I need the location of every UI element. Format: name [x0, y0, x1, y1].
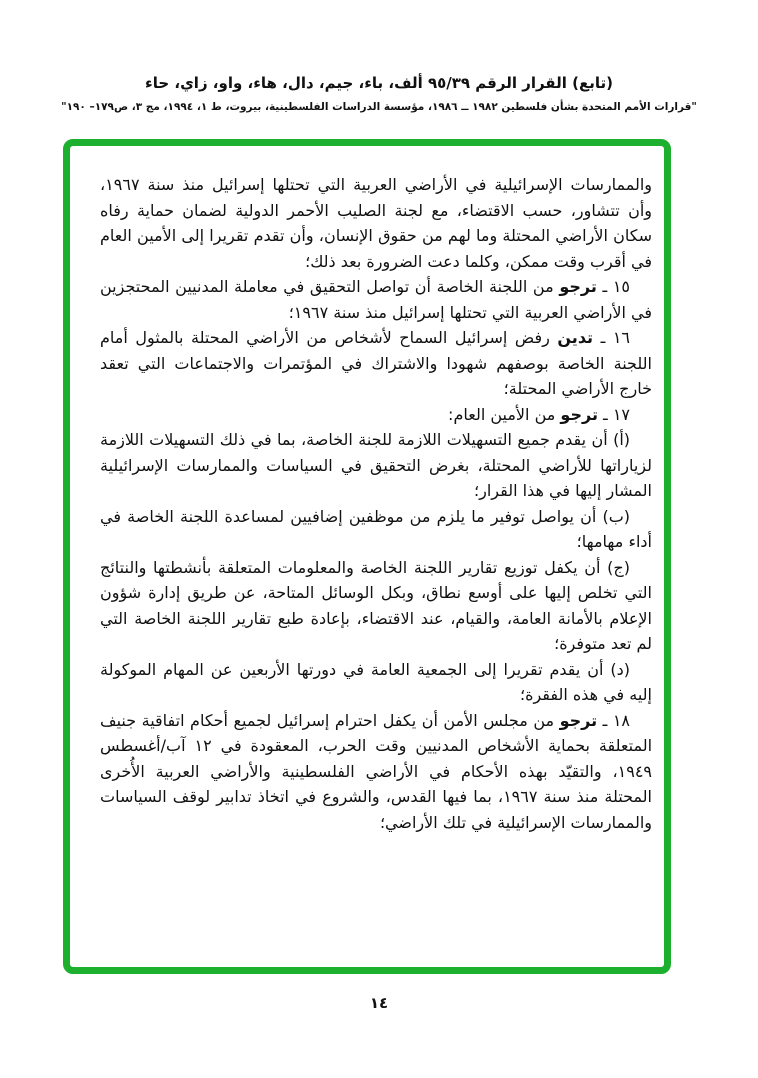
paragraph-number: ١٨ ـ — [597, 710, 631, 730]
source-citation: "قرارات الأمم المتحدة بشأن فلسطين ١٩٨٢ ــ ١٩٨٦، مؤسسة الدراسات الفلسطينية، بيروت، ط ١، ١٩٩٤، مج ٣، ص١٧٩– ١٩٠" — [61, 101, 697, 113]
paragraph-lead-word: ترجو — [559, 710, 598, 730]
subparagraph-letter: (أ) — [607, 430, 630, 449]
subparagraph-d — [100, 657, 652, 708]
paragraph-15 — [100, 274, 652, 325]
paragraph-continuation — [100, 172, 652, 274]
content-frame — [63, 139, 671, 974]
paragraph-text: أن يقدم تقريرا إلى الجمعية العامة في دورتها الأربعين عن المهام الموكولة إليه في هذه الفقرة؛ — [100, 659, 652, 704]
paragraph-text: رفض إسرائيل السماح لأشخاص من الأراضي المحتلة بالمثول أمام اللجنة الخاصة بوصفهم شهودا والاشتراك في المؤتمرات والاجتماعات التي تعقد خارج الأراضي المحتلة؛ — [100, 328, 652, 398]
paragraph-16 — [100, 325, 652, 402]
paragraph-lead-word: ترجو — [559, 277, 597, 296]
paragraph-number: ١٦ ـ — [593, 328, 631, 347]
paragraph-text: من اللجنة الخاصة أن تواصل التحقيق في معاملة المدنيين المحتجزين في الأراضي العربية التي تحتلها إسرائيل منذ سنة ١٩٦٧؛ — [100, 277, 652, 322]
paragraph-lead-word: ترجو — [560, 404, 598, 424]
paragraph-text: والممارسات الإسرائيلية في الأراضي العربية التي تحتلها إسرائيل منذ سنة ١٩٦٧، وأن تتشاور، حسب الاقتضاء، مع لجنة الصليب الأحمر الدولية لضمان حماية رفاه سكان الأراضي المحتلة وما لهم من حقوق الإنسان، وأن تقدم تقريرا إلى الأمين العام في أقرب وقت ممكن، وكلما دعت الضرورة بعد ذلك؛ — [100, 175, 652, 271]
paragraph-18 — [100, 708, 652, 836]
paragraph-17 — [100, 402, 652, 428]
paragraph-number: ١٥ ـ — [596, 277, 631, 296]
subparagraph-letter: (د) — [603, 659, 631, 679]
paragraph-lead-word: تدين — [557, 328, 594, 347]
paragraph-text: أن يواصل توفير ما يلزم من موظفين إضافيين لمساعدة اللجنة الخاصة في أداء مهامها؛ — [100, 506, 652, 551]
subparagraph-letter: (ج) — [600, 557, 630, 577]
subparagraph-a — [100, 427, 652, 504]
subparagraph-b — [100, 504, 652, 555]
subparagraph-letter: (ب) — [596, 506, 630, 526]
paragraph-number: ١٧ ـ — [597, 404, 630, 424]
paragraph-text: أن يقدم جميع التسهيلات اللازمة للجنة الخاصة، بما في ذلك التسهيلات اللازمة لزياراتها للأراضي المحتلة، بغرض التحقيق في السياسات والممارسات الإسرائيلية المشار إليها في هذا القرار؛ — [100, 430, 652, 500]
paragraph-text: من مجلس الأمن أن يكفل احترام إسرائيل لجميع أحكام اتفاقية جنيف المتعلقة بحماية الأشخاص المدنيين وقت الحرب، المعقودة في ١٢ آب/أغسطس ١٩٤٩، والتقيّد بهذه الأحكام في الأراضي الفلسطينية والأراضي العربية الأُخرى المحتلة منذ سنة ١٩٦٧، بما فيها القدس، والشروع في اتخاذ تدابير لوقف السياسات والممارسات الإسرائيلية في تلك الأراضي؛ — [100, 710, 653, 832]
paragraph-text: أن يكفل توزيع تقارير اللجنة الخاصة والمعلومات المتعلقة بأنشطتها والنتائج التي تخلص إليها على أوسع نطاق، وبكل الوسائل المتاحة، عن طريق إدارة شؤون الإعلام بالأمانة العامة، والقيام، عند الاقتضاء، بإعادة طبع تقارير اللجنة الخاصة التي لم تعد متوفرة؛ — [100, 557, 652, 653]
subparagraph-c — [100, 555, 652, 657]
paragraph-text: من الأمين العام: — [448, 404, 561, 424]
page-number: ١٤ — [369, 994, 389, 1012]
resolution-continuation-title: (تابع) القرار الرقم ٩٥/٣٩ ألف، باء، جيم، دال، هاء، واو، زاي، حاء — [145, 74, 613, 92]
